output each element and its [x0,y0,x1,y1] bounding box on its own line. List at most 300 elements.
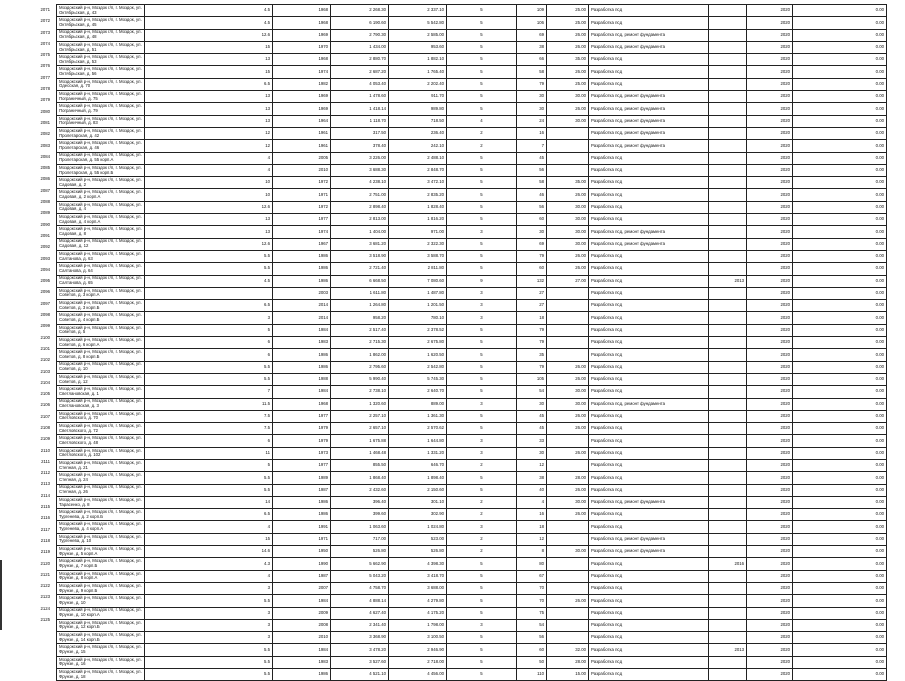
cell-w: Разработка псд [589,78,709,90]
cell-y2 [709,140,747,152]
table-row [57,656,887,668]
cell-addr: Моздокский р-н, Моздок г/п, г. Моздок, ул. Садовая, д. 2 [57,177,145,189]
table-row [57,632,887,644]
cell-c: 45 [517,152,547,164]
table-row [57,287,887,299]
cell-c: 105 [517,373,547,385]
cell-w: Разработка псд [589,373,709,385]
cell-y3: 2020 [747,435,793,447]
table-row [57,201,887,213]
cell-z: 0.00 [793,472,887,484]
cell-s1: 855.50 [331,459,389,471]
cell-y3: 2020 [747,177,793,189]
cell-p: 26.00 [547,447,589,459]
row-number: 2072 [40,18,50,24]
cell-y3: 2020 [747,287,793,299]
cell-a: 5.5 [145,595,273,607]
cell-y2 [709,386,747,398]
cell-addr: Моздокский р-н, Моздок г/п, г. Моздок, ул. Светловского, д. 72 [57,423,145,435]
cell-y3: 2020 [747,238,793,250]
cell-y2 [709,546,747,558]
cell-addr: Моздокский р-н, Моздок г/п, г. Моздок, ул. Салтанова, д. 65 [57,275,145,287]
table-row [57,275,887,287]
cell-w: Разработка псд [589,410,709,422]
cell-p: 15.00 [547,669,589,681]
cell-f: 2 [447,459,517,471]
cell-a: 7.5 [145,423,273,435]
cell-s2: 3 100.50 [389,632,447,644]
row-number: 2109 [40,436,50,442]
cell-w: Разработка псд, ремонт фундамента [589,115,709,127]
row-number: 2107 [40,413,50,419]
cell-p [547,152,589,164]
cell-p: 30.00 [547,546,589,558]
cell-y2: 2013 [709,275,747,287]
cell-s1: 1 862.00 [331,349,389,361]
table-row [57,103,887,115]
table-row [57,472,887,484]
cell-c: 12 [517,459,547,471]
cell-s2: 2 585.00 [389,29,447,41]
cell-addr: Моздокский р-н, Моздок г/п, г. Моздок, ул. Пролетарская, д. 55 корп.А [57,152,145,164]
cell-s2: 7 080.60 [389,275,447,287]
cell-z: 0.00 [793,361,887,373]
cell-y3: 2020 [747,250,793,262]
cell-y2 [709,66,747,78]
cell-y2 [709,78,747,90]
cell-y: 1974 [273,66,331,78]
row-number: 2098 [40,312,50,318]
cell-p [547,632,589,644]
table-row [57,152,887,164]
cell-c: 79 [517,250,547,262]
cell-y3: 2020 [747,472,793,484]
table-row [57,669,887,681]
cell-s1: 2 880.70 [331,54,389,66]
cell-c: 60 [517,214,547,226]
cell-f: 5 [447,324,517,336]
cell-p: 30.00 [547,226,589,238]
cell-f: 4 [447,115,517,127]
cell-y: 2014 [273,300,331,312]
cell-z: 0.00 [793,546,887,558]
table-row [57,423,887,435]
cell-c: 12 [517,533,547,545]
cell-y: 1961 [273,127,331,139]
cell-y: 1971 [273,533,331,545]
cell-s1: 5 662.90 [331,558,389,570]
cell-y: 1964 [273,115,331,127]
cell-y: 1983 [273,656,331,668]
cell-p: 26.00 [547,66,589,78]
cell-p [547,459,589,471]
cell-f: 5 [447,41,517,53]
cell-s2: 1 644.80 [389,435,447,447]
table-row [57,533,887,545]
cell-s1: 3 527.60 [331,656,389,668]
cell-c: 40 [517,484,547,496]
cell-a [145,287,273,299]
table-row [57,66,887,78]
cell-f: 5 [447,29,517,41]
cell-a: 11.5 [145,398,273,410]
cell-p: 26.00 [547,373,589,385]
row-number: 2081 [40,119,50,125]
cell-s2: 3 418.70 [389,570,447,582]
cell-a: 6 [145,435,273,447]
cell-c: 24 [517,115,547,127]
cell-p: 26.00 [547,410,589,422]
cell-y2 [709,127,747,139]
cell-s2: 2 488.10 [389,152,447,164]
cell-a: 12 [145,127,273,139]
cell-s1: 2 341.40 [331,619,389,631]
table-row [57,250,887,262]
cell-f: 2 [447,496,517,508]
row-number: 2087 [40,187,50,193]
cell-s1: 4 238.10 [331,177,389,189]
cell-y2 [709,337,747,349]
row-number: 2125 [40,617,50,623]
cell-y: 1968 [273,5,331,17]
cell-y: 1969 [273,103,331,115]
cell-y3: 2020 [747,214,793,226]
cell-a: 7.5 [145,410,273,422]
cell-y3: 2020 [747,41,793,53]
cell-addr: Моздокский р-н, Моздок г/п, г. Моздок, ул. Фрунзе, д. 7 корп.Б [57,558,145,570]
cell-c: 16 [517,127,547,139]
cell-z: 0.00 [793,17,887,29]
cell-y3: 2020 [747,558,793,570]
cell-p: 26.00 [547,189,589,201]
cell-y3: 2020 [747,570,793,582]
cell-y: 1986 [273,669,331,681]
cell-z: 0.00 [793,287,887,299]
cell-c: 132 [517,275,547,287]
cell-f: 5 [447,214,517,226]
row-number: 2096 [40,289,50,295]
cell-y3: 2020 [747,152,793,164]
row-number: 2075 [40,52,50,58]
cell-y3: 2020 [747,115,793,127]
table-row [57,386,887,398]
cell-w: Разработка псд [589,509,709,521]
cell-p: 30.00 [547,115,589,127]
cell-s2: 1 201.50 [389,300,447,312]
cell-s2: 1 765.40 [389,66,447,78]
cell-z: 0.00 [793,398,887,410]
cell-s1: 4 888.14 [331,595,389,607]
cell-y: 1986 [273,263,331,275]
cell-y: 2014 [273,312,331,324]
cell-y2 [709,164,747,176]
cell-c: 56 [517,632,547,644]
cell-p: 26.00 [547,263,589,275]
cell-p: 25.00 [547,78,589,90]
cell-w: Разработка псд [589,300,709,312]
cell-y2 [709,349,747,361]
cell-y: 1986 [273,496,331,508]
cell-a: 12.6 [145,238,273,250]
table-row [57,509,887,521]
cell-y3: 2020 [747,619,793,631]
cell-f: 2 [447,546,517,558]
cell-f: 5 [447,263,517,275]
cell-f: 5 [447,644,517,656]
row-number: 2110 [40,447,50,453]
cell-y: 1972 [273,177,331,189]
cell-p: 26.00 [547,361,589,373]
cell-f: 5 [447,607,517,619]
cell-s2: 236.40 [389,127,447,139]
cell-addr: Моздокский р-н, Моздок г/п, г. Моздок, ул. Садовая, д. 12 [57,238,145,250]
cell-z: 0.00 [793,459,887,471]
cell-y: 1982 [273,78,331,90]
cell-f: 5 [447,484,517,496]
cell-addr: Моздокский р-н, Моздок г/п, г. Моздок, ул. Пограничный, д. 79 [57,103,145,115]
cell-s2: 5 745.30 [389,373,447,385]
cell-a: 6.5 [145,300,273,312]
cell-s2: 2 337.10 [389,5,447,17]
cell-y2 [709,91,747,103]
cell-y2 [709,300,747,312]
row-number: 2083 [40,142,50,148]
cell-a: 4.5 [145,17,273,29]
table-row [57,459,887,471]
cell-s2: 3 588.70 [389,250,447,262]
cell-w: Разработка псд [589,656,709,668]
cell-f: 5 [447,177,517,189]
cell-f: 3 [447,521,517,533]
cell-s1: 958.20 [331,312,389,324]
table-row [57,607,887,619]
cell-p [547,435,589,447]
cell-a: 5.5 [145,250,273,262]
cell-y2 [709,632,747,644]
row-number: 2079 [40,97,50,103]
cell-y: 1990 [273,558,331,570]
cell-a: 5.5 [145,361,273,373]
cell-s2: 2 675.80 [389,337,447,349]
cell-y3: 2020 [747,140,793,152]
cell-y2 [709,521,747,533]
cell-w: Разработка псд, ремонт фундамента [589,127,709,139]
cell-w: Разработка псд [589,595,709,607]
cell-z: 0.00 [793,410,887,422]
cell-y2 [709,509,747,521]
cell-c: 8 [517,546,547,558]
cell-w: Разработка псд [589,447,709,459]
cell-f: 9 [447,275,517,287]
cell-a: 6 [145,337,273,349]
cell-w: Разработка псд [589,459,709,471]
cell-f: 5 [447,78,517,90]
cell-a: 5.5 [145,669,273,681]
cell-c: 60 [517,263,547,275]
cell-y2 [709,423,747,435]
cell-w: Разработка псд [589,152,709,164]
cell-c: 35 [517,349,547,361]
cell-f: 5 [447,472,517,484]
table-row [57,324,887,336]
cell-y: 1983 [273,337,331,349]
cell-y: 1974 [273,226,331,238]
cell-addr: Моздокский р-н, Моздок г/п, г. Моздок, ул. Фрунзе, д. 10 [57,595,145,607]
row-number: 2076 [40,63,50,69]
cell-c: 110 [517,669,547,681]
cell-s2: 989.80 [389,103,447,115]
cell-y3: 2020 [747,447,793,459]
cell-y3: 2020 [747,546,793,558]
cell-y2: 2013 [709,644,747,656]
cell-p [547,337,589,349]
cell-addr: Моздокский р-н, Моздок г/п, г. Моздок, ул. Фрунзе, д. 15 [57,644,145,656]
cell-s2: 2 848.70 [389,164,447,176]
cell-a: 5 [145,459,273,471]
cell-p: 30.00 [547,496,589,508]
cell-z: 0.00 [793,373,887,385]
cell-a: 10 [145,177,273,189]
cell-y3: 2020 [747,496,793,508]
cell-a: 5.5 [145,263,273,275]
cell-a: 5.5 [145,484,273,496]
cell-p [547,140,589,152]
cell-y3: 2020 [747,78,793,90]
cell-y3: 2020 [747,226,793,238]
table-row [57,484,887,496]
cell-c: 69 [517,29,547,41]
cell-y2 [709,115,747,127]
cell-z: 0.00 [793,337,887,349]
row-number: 2120 [40,560,50,566]
cell-y3: 2020 [747,275,793,287]
row-number: 2121 [40,571,50,577]
cell-y3: 2020 [747,164,793,176]
cell-y3: 2020 [747,595,793,607]
cell-y3: 2020 [747,189,793,201]
cell-s2: 1 331.20 [389,447,447,459]
cell-s2: 3 472.10 [389,177,447,189]
cell-c: 79 [517,78,547,90]
cell-c: 27 [517,300,547,312]
cell-f: 3 [447,226,517,238]
table-row [57,54,887,66]
cell-a: 13 [145,226,273,238]
row-number: 2118 [40,537,50,543]
cell-f: 3 [447,435,517,447]
cell-a: 14 [145,496,273,508]
cell-y2: 2016 [709,558,747,570]
cell-z: 0.00 [793,115,887,127]
cell-s1: 3 226.00 [331,152,389,164]
cell-s1: 4 758.70 [331,582,389,594]
cell-s2: 971.00 [389,226,447,238]
cell-w: Разработка псд [589,521,709,533]
cell-a: 4.5 [145,275,273,287]
table-row [57,435,887,447]
cell-w: Разработка псд [589,17,709,29]
cell-z: 0.00 [793,41,887,53]
cell-p [547,324,589,336]
cell-a: 4.3 [145,558,273,570]
cell-z: 0.00 [793,484,887,496]
cell-p: 26.00 [547,250,589,262]
cell-w: Разработка псд, ремонт фундамента [589,140,709,152]
cell-a: 5.5 [145,373,273,385]
cell-a: 12 [145,140,273,152]
cell-p: 25.00 [547,17,589,29]
cell-w: Разработка псд, ремонт фундамента [589,238,709,250]
cell-c: 30 [517,103,547,115]
cell-z: 0.00 [793,5,887,17]
cell-p: 26.00 [547,29,589,41]
cell-s2: 526.80 [389,546,447,558]
row-number: 2088 [40,199,50,205]
cell-s1: 1 611.80 [331,287,389,299]
cell-w: Разработка псд, ремонт фундамента [589,91,709,103]
row-number: 2119 [40,549,50,555]
cell-p: 28.00 [547,472,589,484]
cell-z: 0.00 [793,669,887,681]
cell-f: 5 [447,669,517,681]
cell-p [547,521,589,533]
cell-z: 0.00 [793,607,887,619]
cell-w: Разработка псд [589,337,709,349]
cell-c: 45 [517,410,547,422]
cell-f: 5 [447,337,517,349]
cell-p [547,607,589,619]
cell-a: 13 [145,115,273,127]
cell-z: 0.00 [793,496,887,508]
cell-f: 5 [447,152,517,164]
cell-c: 38 [517,472,547,484]
cell-z: 0.00 [793,201,887,213]
cell-s1: 399.60 [331,509,389,521]
row-number: 2117 [40,526,50,532]
cell-p: 30.00 [547,398,589,410]
cell-y: 2003 [273,287,331,299]
cell-s1: 6 668.50 [331,275,389,287]
cell-y: 1977 [273,214,331,226]
cell-p: 30.00 [547,238,589,250]
cell-y3: 2020 [747,410,793,422]
cell-s2: 1 798.00 [389,619,447,631]
cell-f: 5 [447,66,517,78]
cell-s1: 3 681.20 [331,238,389,250]
table-row [57,17,887,29]
cell-c: 54 [517,619,547,631]
cell-p: 26.00 [547,103,589,115]
cell-p: 26.00 [547,484,589,496]
cell-addr: Моздокский р-н, Моздок г/п, г. Моздок, ул. Садовая, д. 4 [57,201,145,213]
cell-c: 70 [517,595,547,607]
cell-z: 0.00 [793,29,887,41]
cell-c: 27 [517,287,547,299]
cell-a: 4 [145,521,273,533]
cell-z: 0.00 [793,66,887,78]
cell-s2: 1 898.40 [389,472,447,484]
cell-a: 6 [145,349,273,361]
cell-s2: 4 279.80 [389,595,447,607]
cell-addr: Моздокский р-н, Моздок г/п, г. Моздок, ул. Тургенева, д. 4 корп.А [57,521,145,533]
cell-addr: Моздокский р-н, Моздок г/п, г. Моздок, ул. Одесская, д. 70 [57,78,145,90]
cell-y2 [709,496,747,508]
cell-p: 30.00 [547,201,589,213]
cell-a: 13 [145,214,273,226]
row-number: 2101 [40,345,50,351]
cell-y2 [709,312,747,324]
cell-f: 5 [447,250,517,262]
